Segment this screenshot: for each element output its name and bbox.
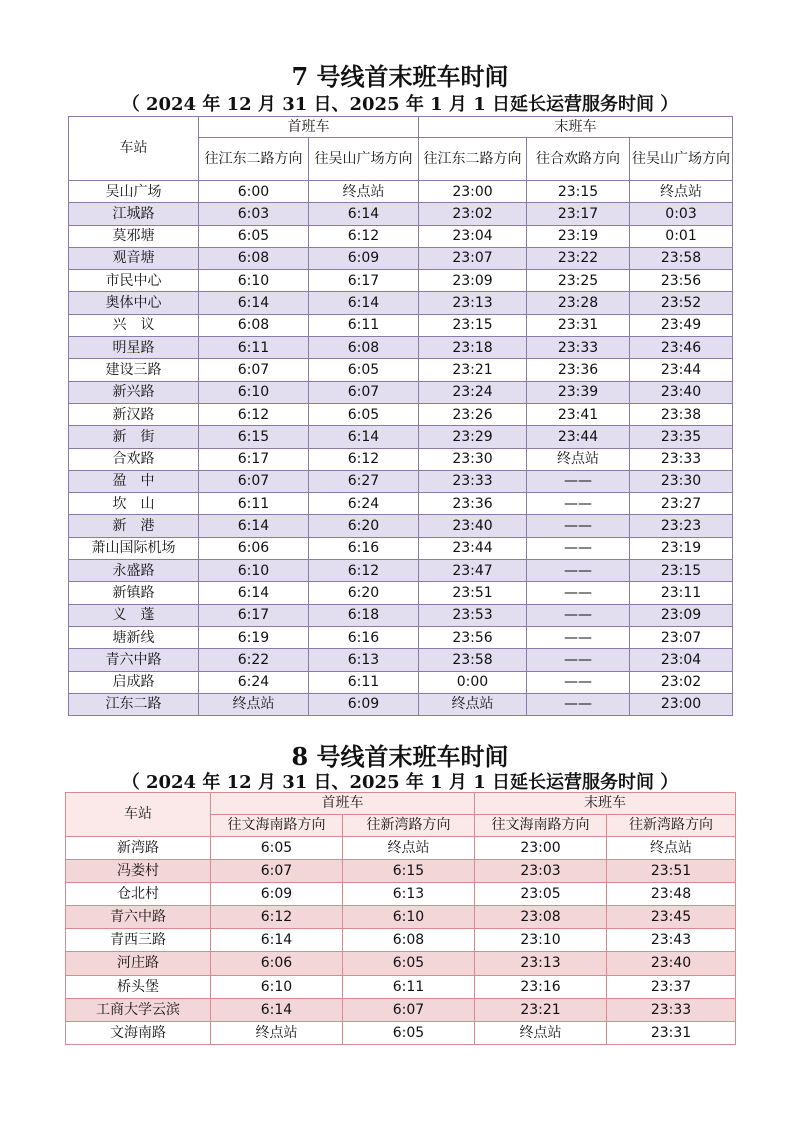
time-cell: 23:56: [419, 626, 527, 648]
time-cell: 23:33: [419, 470, 527, 492]
table-row: [69, 560, 733, 582]
time-cell: 23:00: [475, 837, 607, 860]
time-cell: 6:07: [309, 381, 419, 403]
time-cell: ——: [527, 582, 630, 604]
table-row: [66, 952, 736, 975]
time-cell: 6:10: [199, 560, 309, 582]
time-cell: 6:05: [309, 359, 419, 381]
station-name-cell: 盈 中: [69, 470, 199, 492]
time-cell: 6:20: [309, 582, 419, 604]
station-name-cell: 新 港: [69, 515, 199, 537]
station-name-cell: 江城路: [69, 203, 199, 225]
time-cell: 6:24: [309, 493, 419, 515]
time-cell: 23:25: [527, 270, 630, 292]
time-cell: 6:11: [199, 493, 309, 515]
time-cell: 6:08: [199, 314, 309, 336]
time-cell: 23:47: [419, 560, 527, 582]
time-cell: 23:15: [630, 560, 733, 582]
time-cell: 6:08: [309, 337, 419, 359]
time-cell: 23:22: [527, 247, 630, 269]
time-cell: 23:31: [527, 314, 630, 336]
time-cell: 终点站: [199, 693, 309, 715]
line7-timetable: [68, 116, 733, 716]
direction-header: 往合欢路方向: [527, 138, 630, 181]
table-row: [69, 270, 733, 292]
time-cell: 终点站: [527, 448, 630, 470]
table-row: [69, 225, 733, 247]
station-name-cell: 冯娄村: [66, 860, 211, 883]
station-name-cell: 建设三路: [69, 359, 199, 381]
table-row: [66, 975, 736, 998]
time-cell: 23:45: [607, 906, 736, 929]
time-cell: 23:44: [630, 359, 733, 381]
time-cell: 6:05: [343, 1021, 475, 1044]
station-name-cell: 坎 山: [69, 493, 199, 515]
time-cell: 23:21: [475, 998, 607, 1021]
last-train-header: 末班车: [475, 793, 736, 815]
time-cell: 23:05: [475, 883, 607, 906]
time-cell: 6:27: [309, 470, 419, 492]
time-cell: 6:07: [211, 860, 343, 883]
direction-header: 往吴山广场方向: [309, 138, 419, 181]
table-row: [69, 292, 733, 314]
time-cell: 23:24: [419, 381, 527, 403]
time-cell: 23:18: [419, 337, 527, 359]
time-cell: 23:49: [630, 314, 733, 336]
table-row: [69, 381, 733, 403]
station-name-cell: 工商大学云滨: [66, 998, 211, 1021]
time-cell: 6:05: [343, 952, 475, 975]
time-cell: 23:51: [607, 860, 736, 883]
time-cell: 6:07: [199, 470, 309, 492]
table-row: [69, 403, 733, 425]
time-cell: 6:22: [199, 649, 309, 671]
table-row: [69, 247, 733, 269]
time-cell: 6:14: [199, 582, 309, 604]
time-cell: 23:23: [630, 515, 733, 537]
station-name-cell: 启成路: [69, 671, 199, 693]
time-cell: 6:14: [309, 426, 419, 448]
time-cell: 6:20: [309, 515, 419, 537]
time-cell: ——: [527, 626, 630, 648]
time-cell: 6:00: [199, 181, 309, 203]
time-cell: 23:13: [419, 292, 527, 314]
time-cell: 6:14: [211, 929, 343, 952]
time-cell: ——: [527, 515, 630, 537]
time-cell: 23:15: [419, 314, 527, 336]
time-cell: 23:09: [419, 270, 527, 292]
time-cell: 6:16: [309, 537, 419, 559]
time-cell: ——: [527, 560, 630, 582]
table-row: [69, 181, 733, 203]
line7-subtitle: （ 2024 年 12 月 31 日、2025 年 1 月 1 日延长运营服务时间 ）: [121, 94, 679, 115]
station-name-cell: 青六中路: [66, 906, 211, 929]
time-cell: 23:40: [630, 381, 733, 403]
time-cell: 23:36: [419, 493, 527, 515]
time-cell: 6:10: [211, 975, 343, 998]
time-cell: 6:14: [309, 203, 419, 225]
time-cell: 6:07: [343, 998, 475, 1021]
table-row: [66, 860, 736, 883]
time-cell: 6:13: [343, 883, 475, 906]
station-name-cell: 新兴路: [69, 381, 199, 403]
time-cell: 23:28: [527, 292, 630, 314]
time-cell: 23:58: [419, 649, 527, 671]
time-cell: 6:10: [199, 381, 309, 403]
time-cell: 终点站: [630, 181, 733, 203]
table-row: [69, 314, 733, 336]
time-cell: 6:08: [199, 247, 309, 269]
time-cell: 6:12: [309, 560, 419, 582]
time-cell: 23:09: [630, 604, 733, 626]
time-cell: 6:24: [199, 671, 309, 693]
time-cell: 23:19: [630, 537, 733, 559]
time-cell: ——: [527, 649, 630, 671]
time-cell: 23:40: [419, 515, 527, 537]
time-cell: ——: [527, 537, 630, 559]
time-cell: 23:04: [419, 225, 527, 247]
table-row: [69, 604, 733, 626]
table-row: [66, 998, 736, 1021]
table-row: [66, 1021, 736, 1044]
time-cell: 23:51: [419, 582, 527, 604]
station-name-cell: 义 蓬: [69, 604, 199, 626]
time-cell: 6:08: [343, 929, 475, 952]
time-cell: 23:56: [630, 270, 733, 292]
direction-header: 往文海南路方向: [211, 815, 343, 837]
time-cell: 23:03: [475, 860, 607, 883]
time-cell: 23:16: [475, 975, 607, 998]
direction-header: 往新湾路方向: [343, 815, 475, 837]
time-cell: 23:36: [527, 359, 630, 381]
station-name-cell: 新镇路: [69, 582, 199, 604]
time-cell: 6:15: [343, 860, 475, 883]
station-name-cell: 莫邪塘: [69, 225, 199, 247]
table-row: [66, 929, 736, 952]
time-cell: 23:33: [527, 337, 630, 359]
time-cell: 23:07: [630, 626, 733, 648]
time-cell: 6:07: [199, 359, 309, 381]
time-cell: 6:14: [199, 515, 309, 537]
station-name-cell: 河庄路: [66, 952, 211, 975]
station-name-cell: 吴山广场: [69, 181, 199, 203]
station-name-cell: 桥头堡: [66, 975, 211, 998]
station-name-cell: 青六中路: [69, 649, 199, 671]
time-cell: 23:40: [607, 952, 736, 975]
time-cell: 6:11: [199, 337, 309, 359]
station-name-cell: 明星路: [69, 337, 199, 359]
line7-rows: [69, 181, 733, 716]
time-cell: ——: [527, 693, 630, 715]
direction-header: 往江东二路方向: [419, 138, 527, 181]
time-cell: 23:39: [527, 381, 630, 403]
time-cell: 23:11: [630, 582, 733, 604]
station-name-cell: 新湾路: [66, 837, 211, 860]
table-row: [69, 582, 733, 604]
station-name-cell: 新 街: [69, 426, 199, 448]
time-cell: 23:13: [475, 952, 607, 975]
time-cell: 0:03: [630, 203, 733, 225]
time-cell: 23:00: [419, 181, 527, 203]
time-cell: 23:30: [630, 470, 733, 492]
table-row: [69, 493, 733, 515]
time-cell: 23:44: [419, 537, 527, 559]
table-row: [69, 671, 733, 693]
line8-title: 8 号线首末班车时间: [291, 742, 509, 771]
station-name-cell: 永盛路: [69, 560, 199, 582]
direction-header: 往文海南路方向: [475, 815, 607, 837]
time-cell: 23:10: [475, 929, 607, 952]
time-cell: 6:09: [211, 883, 343, 906]
line8-rows: [66, 837, 736, 1045]
time-cell: 23:07: [419, 247, 527, 269]
time-cell: 23:00: [630, 693, 733, 715]
time-cell: 6:17: [199, 448, 309, 470]
direction-header: 往江东二路方向: [199, 138, 309, 181]
time-cell: 23:35: [630, 426, 733, 448]
time-cell: 23:53: [419, 604, 527, 626]
station-name-cell: 兴 议: [69, 314, 199, 336]
time-cell: 23:48: [607, 883, 736, 906]
time-cell: 23:21: [419, 359, 527, 381]
time-cell: 6:12: [211, 906, 343, 929]
time-cell: 6:10: [199, 270, 309, 292]
station-name-cell: 合欢路: [69, 448, 199, 470]
time-cell: 23:46: [630, 337, 733, 359]
table-row: [69, 203, 733, 225]
time-cell: 6:13: [309, 649, 419, 671]
station-header: 车站: [69, 117, 199, 181]
table-row: [69, 448, 733, 470]
time-cell: 6:11: [343, 975, 475, 998]
table-row: [69, 515, 733, 537]
time-cell: 6:05: [211, 837, 343, 860]
time-cell: 终点站: [309, 181, 419, 203]
time-cell: 终点站: [211, 1021, 343, 1044]
time-cell: 6:09: [309, 247, 419, 269]
line8-subtitle: （ 2024 年 12 月 31 日、2025 年 1 月 1 日延长运营服务时间 ）: [121, 772, 679, 793]
time-cell: 23:30: [419, 448, 527, 470]
time-cell: 0:00: [419, 671, 527, 693]
line8-timetable: [65, 792, 736, 1045]
time-cell: 23:31: [607, 1021, 736, 1044]
time-cell: 23:37: [607, 975, 736, 998]
time-cell: 6:12: [309, 225, 419, 247]
table-row: [66, 906, 736, 929]
time-cell: 23:41: [527, 403, 630, 425]
time-cell: ——: [527, 493, 630, 515]
time-cell: 6:11: [309, 314, 419, 336]
time-cell: ——: [527, 604, 630, 626]
time-cell: 6:19: [199, 626, 309, 648]
table-row: [66, 837, 736, 860]
time-cell: 6:12: [199, 403, 309, 425]
time-cell: 23:19: [527, 225, 630, 247]
time-cell: 终点站: [607, 837, 736, 860]
time-cell: 终点站: [343, 837, 475, 860]
station-name-cell: 观音塘: [69, 247, 199, 269]
station-header: 车站: [66, 793, 211, 837]
table-row: [66, 883, 736, 906]
table-row: [69, 537, 733, 559]
line7-title: 7 号线首末班车时间: [291, 62, 509, 91]
time-cell: 6:14: [199, 292, 309, 314]
station-name-cell: 青西三路: [66, 929, 211, 952]
direction-header: 往吴山广场方向: [630, 138, 733, 181]
time-cell: 23:02: [630, 671, 733, 693]
table-row: [69, 626, 733, 648]
time-cell: 6:06: [211, 952, 343, 975]
time-cell: 6:11: [309, 671, 419, 693]
time-cell: 终点站: [475, 1021, 607, 1044]
station-name-cell: 新汉路: [69, 403, 199, 425]
time-cell: 终点站: [419, 693, 527, 715]
station-name-cell: 仓北村: [66, 883, 211, 906]
time-cell: 6:14: [211, 998, 343, 1021]
station-name-cell: 奥体中心: [69, 292, 199, 314]
time-cell: 6:18: [309, 604, 419, 626]
time-cell: 23:04: [630, 649, 733, 671]
time-cell: ——: [527, 470, 630, 492]
time-cell: 23:17: [527, 203, 630, 225]
time-cell: 6:12: [309, 448, 419, 470]
time-cell: 6:06: [199, 537, 309, 559]
time-cell: 6:05: [199, 225, 309, 247]
time-cell: 6:05: [309, 403, 419, 425]
table-row: [69, 649, 733, 671]
time-cell: 6:09: [309, 693, 419, 715]
time-cell: 23:26: [419, 403, 527, 425]
time-cell: 6:15: [199, 426, 309, 448]
time-cell: ——: [527, 671, 630, 693]
time-cell: 23:27: [630, 493, 733, 515]
table-row: [69, 693, 733, 715]
time-cell: 23:44: [527, 426, 630, 448]
time-cell: 23:38: [630, 403, 733, 425]
time-cell: 23:15: [527, 181, 630, 203]
time-cell: 6:17: [309, 270, 419, 292]
station-name-cell: 塘新线: [69, 626, 199, 648]
last-train-header: 末班车: [419, 117, 733, 138]
time-cell: 23:02: [419, 203, 527, 225]
first-train-header: 首班车: [211, 793, 475, 815]
time-cell: 23:29: [419, 426, 527, 448]
station-name-cell: 市民中心: [69, 270, 199, 292]
time-cell: 6:03: [199, 203, 309, 225]
station-name-cell: 萧山国际机场: [69, 537, 199, 559]
time-cell: 23:33: [607, 998, 736, 1021]
table-row: [69, 359, 733, 381]
station-name-cell: 江东二路: [69, 693, 199, 715]
time-cell: 0:01: [630, 225, 733, 247]
table-row: [69, 470, 733, 492]
time-cell: 23:58: [630, 247, 733, 269]
time-cell: 6:16: [309, 626, 419, 648]
time-cell: 23:52: [630, 292, 733, 314]
time-cell: 23:08: [475, 906, 607, 929]
table-row: [69, 426, 733, 448]
table-row: [69, 337, 733, 359]
time-cell: 23:33: [630, 448, 733, 470]
direction-header: 往新湾路方向: [607, 815, 736, 837]
time-cell: 6:14: [309, 292, 419, 314]
time-cell: 23:43: [607, 929, 736, 952]
first-train-header: 首班车: [199, 117, 419, 138]
time-cell: 6:17: [199, 604, 309, 626]
time-cell: 6:10: [343, 906, 475, 929]
station-name-cell: 文海南路: [66, 1021, 211, 1044]
